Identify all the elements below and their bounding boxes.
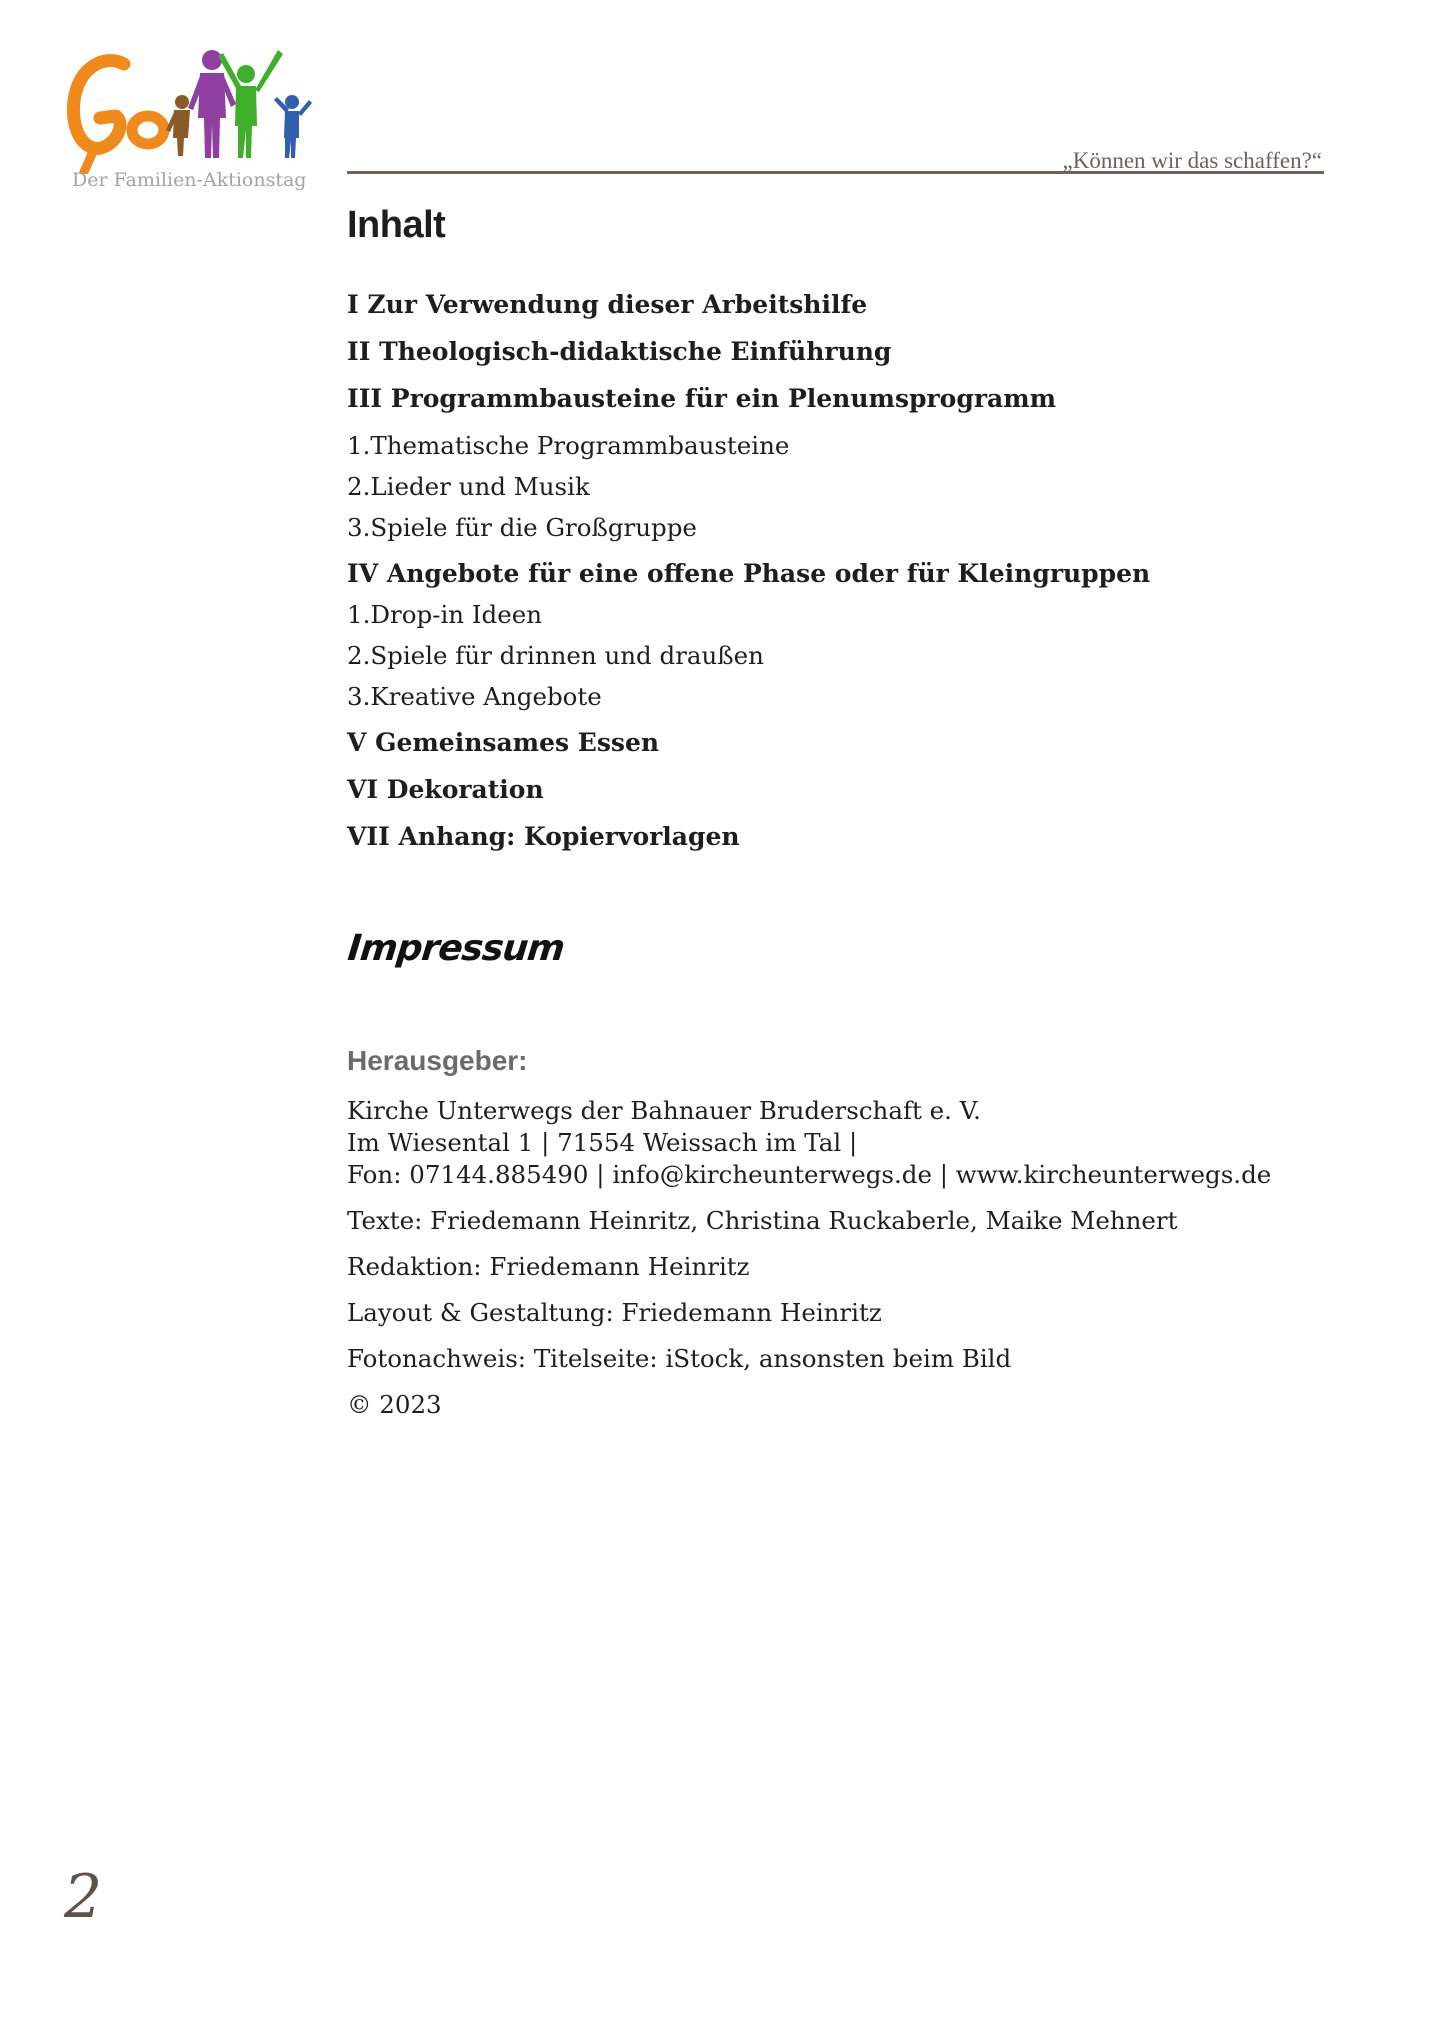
toc-item: VII Anhang: Kopiervorlagen: [347, 822, 740, 851]
layout-credit: Layout & Gestaltung: Friedemann Heinritz: [347, 1298, 882, 1327]
publisher-name: Kirche Unterwegs der Bahnauer Bruderschaft e. V.: [347, 1096, 981, 1125]
toc-subitem: 3.Spiele für die Großgruppe: [347, 513, 697, 542]
toc-item: III Programmbausteine für ein Plenumsprogramm: [347, 384, 1057, 413]
publisher-label: Herausgeber:: [347, 1045, 528, 1076]
logo: [66, 46, 326, 196]
copyright: © 2023: [347, 1390, 442, 1419]
toc-subitem: 1.Drop-in Ideen: [347, 600, 542, 629]
toc-item: VI Dekoration: [347, 775, 544, 804]
toc-item: V Gemeinsames Essen: [347, 728, 660, 757]
logo-subtitle: Der Familien-Aktionstag: [72, 169, 307, 191]
publisher-contact: Fon: 07144.885490 | info@kircheunterwegs.de | www.kircheunterwegs.de: [347, 1160, 1272, 1189]
green-adult-figure: [218, 50, 283, 158]
toc-subitem: 2.Spiele für drinnen und draußen: [347, 641, 764, 670]
toc-item: II Theologisch-didaktische Einführung: [347, 337, 892, 366]
publisher-address: Im Wiesental 1 | 71554 Weissach im Tal |: [347, 1128, 858, 1157]
page-number: 2: [64, 1862, 103, 1932]
toc-subitem: 1.Thematische Programmbausteine: [347, 431, 790, 460]
texts-credit: Texte: Friedemann Heinritz, Christina Ruckaberle, Maike Mehnert: [347, 1206, 1178, 1235]
editor-credit: Redaktion: Friedemann Heinritz: [347, 1252, 750, 1281]
toc-title: Inhalt: [347, 204, 446, 246]
family-logo-icon: [66, 46, 326, 174]
go-lettering: [73, 61, 164, 172]
toc-item: IV Angebote für eine offene Phase oder für Kleingruppen: [347, 559, 1151, 588]
toc-subitem: 3.Kreative Angebote: [347, 682, 602, 711]
toc-item: I Zur Verwendung dieser Arbeitshilfe: [347, 290, 868, 319]
brown-child-figure: [166, 95, 190, 156]
photo-credit: Fotonachweis: Titelseite: iStock, ansonsten beim Bild: [347, 1344, 1012, 1373]
blue-child-figure: [274, 95, 312, 158]
header-quote: „Können wir das schaffen?“: [1062, 148, 1322, 173]
impressum-title: Impressum: [345, 928, 566, 969]
toc-subitem: 2.Lieder und Musik: [347, 472, 590, 501]
